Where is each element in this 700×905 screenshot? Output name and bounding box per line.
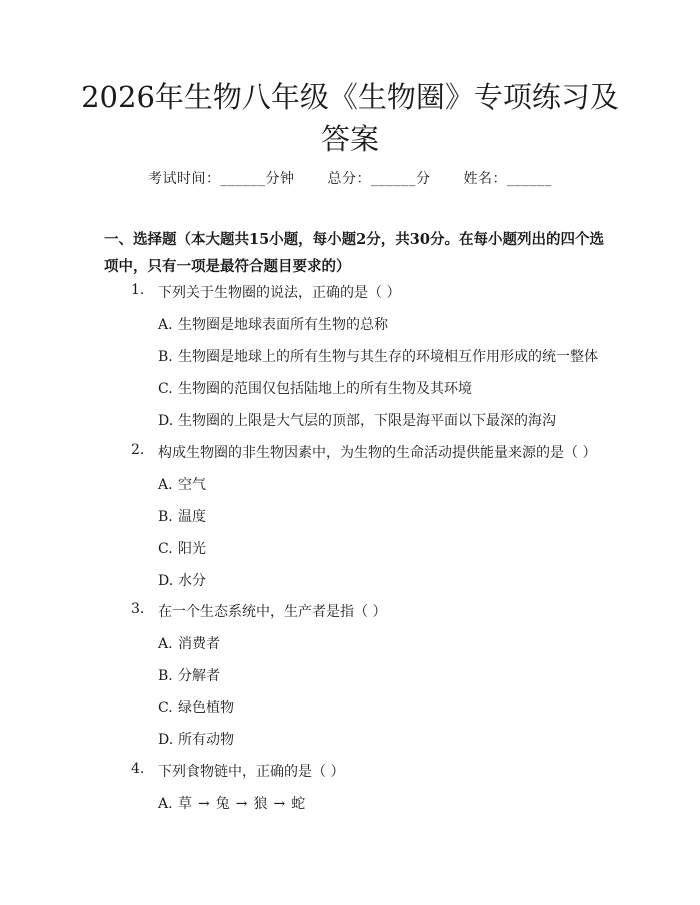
option-text: 生物圈的范围仅包括陆地上的所有生物及其环境: [178, 381, 472, 397]
option-letter: B.: [158, 668, 173, 684]
option-letter: A.: [158, 636, 173, 652]
option-letter: A.: [158, 796, 173, 812]
question-text: 在一个生态系统中，生产者是指（ ）: [158, 604, 387, 620]
page-title: 2026年生物八年级《生物圈》专项练习及答案: [81, 80, 619, 156]
option-letter: B.: [158, 509, 173, 525]
option-text: 温度: [178, 509, 206, 525]
option-text: 分解者: [178, 668, 220, 684]
question-number: 4.: [131, 761, 145, 777]
option-text: 阳光: [178, 541, 206, 557]
option-text: 水分: [178, 573, 206, 589]
question-text: 下列食物链中，正确的是（ ）: [158, 764, 345, 780]
exam-name: 姓名：______: [463, 171, 552, 187]
option-letter: B.: [158, 349, 173, 365]
question-number: 2.: [131, 442, 145, 458]
arrow-icon: →: [198, 796, 210, 812]
option-text: 生物圈是地球表面所有生物的总称: [178, 317, 388, 333]
option-text: 生物圈的上限是大气层的顶部，下限是海平面以下最深的海沟: [178, 413, 556, 429]
arrow-icon: →: [273, 796, 286, 812]
option-1b: [158, 346, 598, 366]
question-number: 3.: [131, 601, 145, 617]
option-3c: [158, 697, 234, 717]
exam-score: 总分：______分: [327, 171, 431, 187]
option-text: 空气: [178, 477, 206, 493]
chain-item: 狼: [253, 796, 268, 812]
option-letter: A.: [158, 477, 173, 493]
option-text: 生物圈是地球上的所有生物与其生存的环境相互作用形成的统一整体: [178, 349, 598, 365]
question-text: 构成生物圈的非生物因素中，为生物的生命活动提供能量来源的是（ ）: [158, 445, 597, 461]
option-letter: D.: [158, 413, 174, 429]
option-4a: [158, 793, 305, 813]
section-heading: 一、选择题（本大题共15小题，每小题2分，共30分。在每小题列出的四个选项中，只有一项是最符合题目要求的）: [104, 231, 604, 275]
option-letter: C.: [158, 700, 173, 716]
option-2b: [158, 506, 206, 526]
option-text: 所有动物: [178, 732, 234, 748]
option-2d: [158, 570, 206, 590]
option-3d: [158, 729, 234, 749]
exam-info: [0, 168, 700, 188]
option-1a: [158, 314, 388, 334]
option-2c: [158, 538, 206, 558]
option-letter: C.: [158, 541, 173, 557]
option-text: 消费者: [178, 636, 220, 652]
arrow-icon: →: [235, 796, 248, 812]
option-1d: [158, 410, 556, 430]
option-2a: [158, 474, 206, 494]
chain-item: 兔: [215, 796, 230, 812]
question-text: 下列关于生物圈的说法，正确的是（ ）: [158, 285, 401, 301]
option-text: 绿色植物: [178, 700, 234, 716]
option-letter: C.: [158, 381, 173, 397]
option-letter: D.: [158, 573, 174, 589]
question-number: 1.: [131, 282, 145, 298]
chain-item: 草: [178, 796, 192, 812]
option-1c: [158, 378, 472, 398]
exam-time: 考试时间：______分钟: [148, 171, 295, 187]
option-letter: A.: [158, 317, 173, 333]
option-3b: [158, 665, 220, 685]
option-letter: D.: [158, 732, 174, 748]
option-3a: [158, 633, 220, 653]
chain-item: 蛇: [291, 796, 306, 812]
